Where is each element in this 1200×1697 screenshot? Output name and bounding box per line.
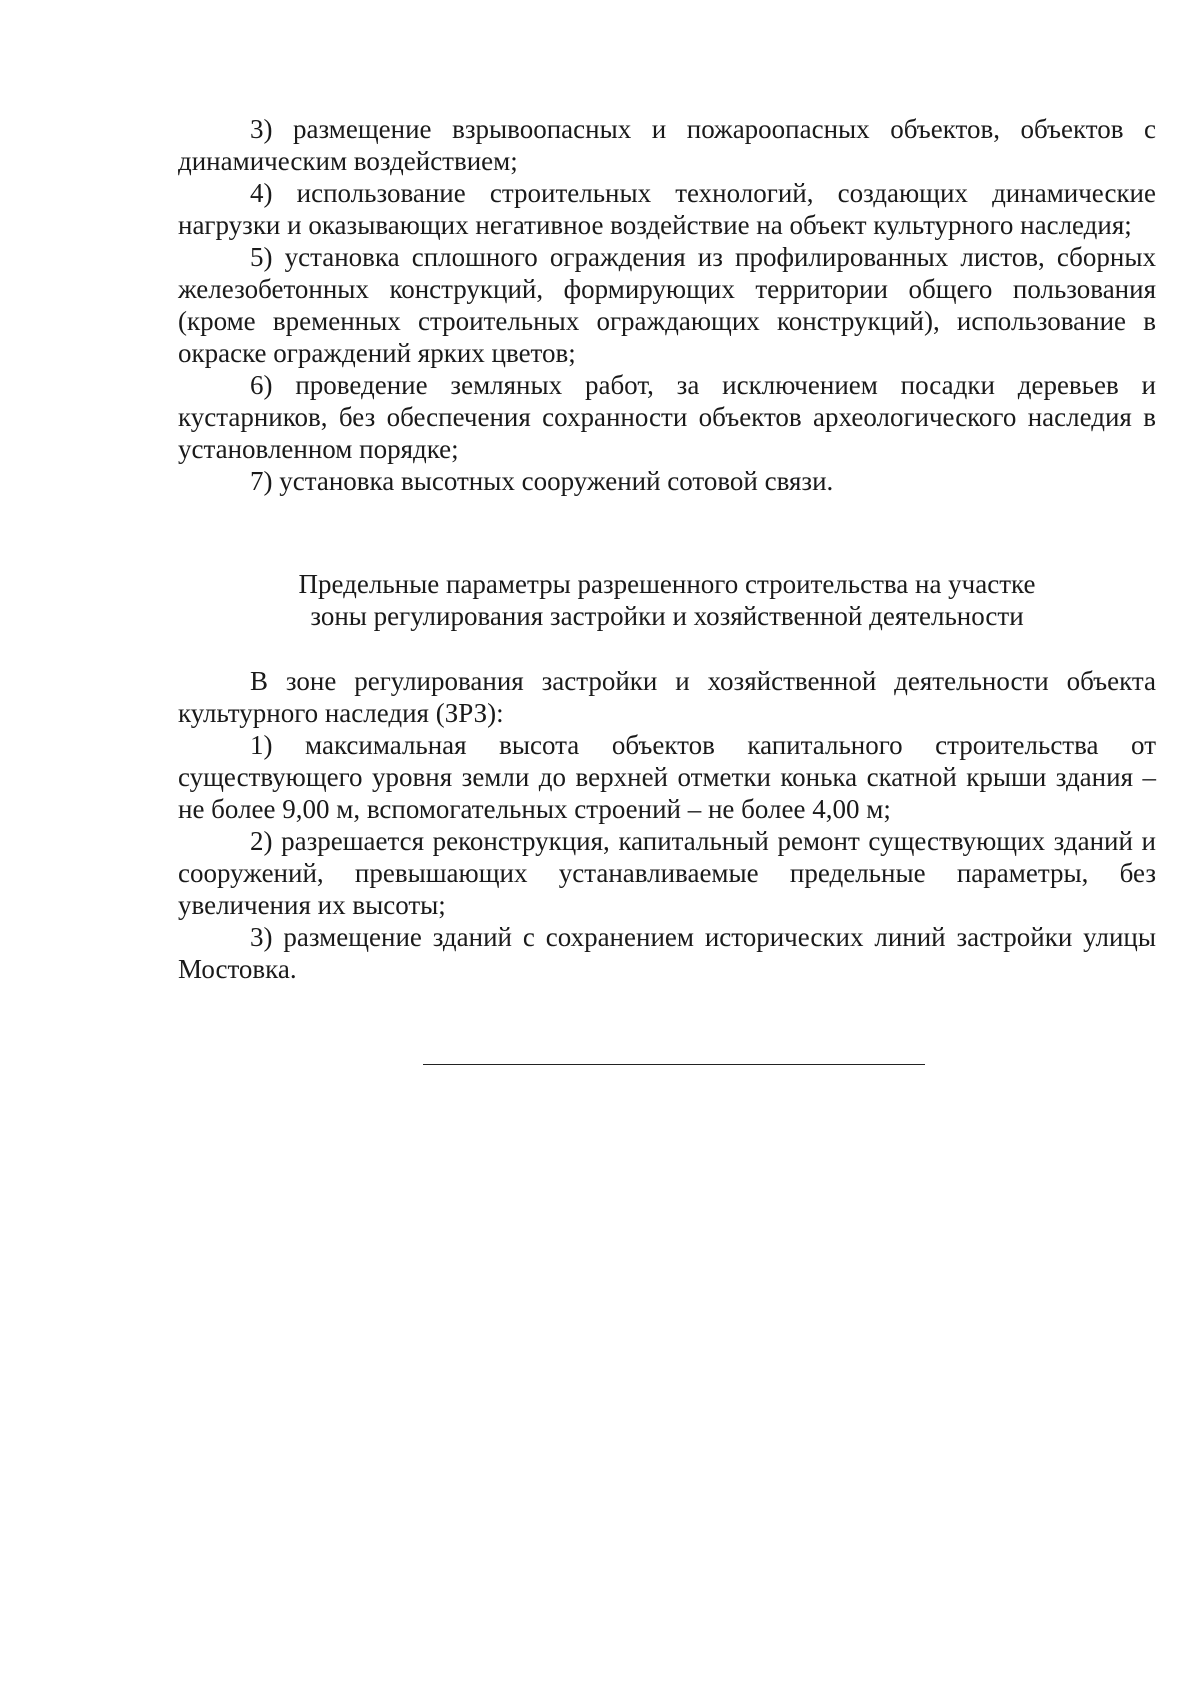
section-heading-line: Предельные параметры разрешенного строительства на участке xyxy=(298,569,1036,599)
list-item: 4) использование строительных технологий, создающих динамические нагрузки и оказывающих негативное воздействие на объект культурного наследия; xyxy=(178,178,1156,240)
parameters-section xyxy=(178,665,1156,985)
section-heading-line: зоны регулирования застройки и хозяйственной деятельности xyxy=(310,601,1024,631)
end-rule xyxy=(423,1064,925,1065)
restrictions-list xyxy=(178,113,1156,497)
list-item: 5) установка сплошного ограждения из профилированных листов, сборных железобетонных конструкций, формирующих территории общего пользования (кроме временных строительных ограждающих конструкций), использование в окраске ограждений ярких цветов; xyxy=(178,242,1156,368)
list-item: 6) проведение земляных работ, за исключением посадки деревьев и кустарников, без обеспечения сохранности объектов археологического наследия в установленном порядке; xyxy=(178,370,1156,464)
intro-paragraph: В зоне регулирования застройки и хозяйственной деятельности объекта культурного наследия (ЗРЗ): xyxy=(178,666,1156,728)
list-item: 7) установка высотных сооружений сотовой связи. xyxy=(250,466,834,496)
list-item: 3) размещение зданий с сохранением исторических линий застройки улицы Мостовка. xyxy=(178,922,1156,984)
list-item: 2) разрешается реконструкция, капитальный ремонт существующих зданий и сооружений, превышающих устанавливаемые предельные параметры, без увеличения их высоты; xyxy=(178,826,1156,920)
section-heading xyxy=(178,568,1156,632)
list-item: 3) размещение взрывоопасных и пожароопасных объектов, объектов с динамическим воздействием; xyxy=(178,114,1156,176)
list-item: 1) максимальная высота объектов капитального строительства от существующего уровня земли до верхней отметки конька скатной крыши здания – не более 9,00 м, вспомогательных строений – не более 4,00 м; xyxy=(178,730,1156,824)
